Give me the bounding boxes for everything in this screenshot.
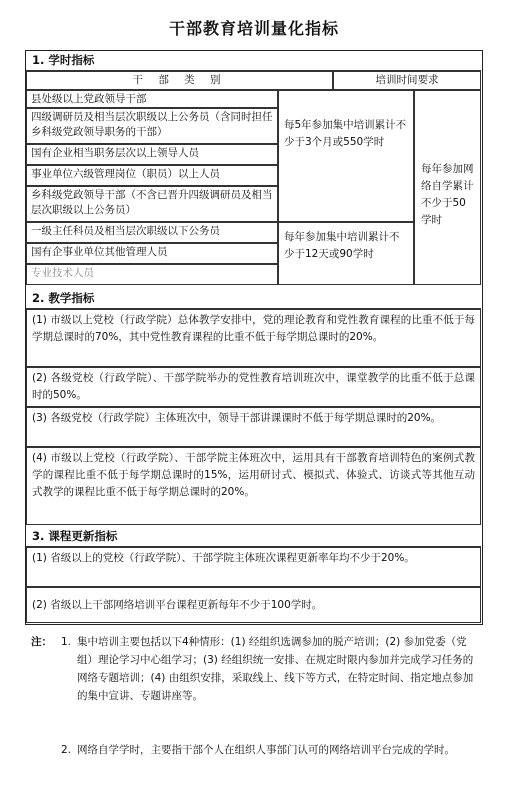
teaching-item: (1) 市级以上党校（行政学院）总体教学安排中，党的理论教育和党性教育课程的比重不低于每学期总课时的70%，其中党性教育课程的比重不低于每学期总课时的20%。 (26, 309, 481, 367)
note-number: 1. (61, 636, 72, 648)
column-header-requirement: 培训时间要求 (333, 71, 481, 90)
teaching-item: (3) 各级党校（行政学院）主体班次中，领导干部讲课课时不低于每学期总课时的20%。 (26, 407, 481, 447)
category-row: 县处级以上党政领导干部 (26, 90, 278, 108)
note-text: 网络自学学时，主要指干部个人在组织人事部门认可的网络培训平台完成的学时。 (77, 744, 455, 756)
notes-label: 注： (31, 636, 52, 648)
indicator-table (25, 50, 483, 625)
note-number: 2. (61, 744, 72, 756)
requirement-group-2: 每年参加集中培训累计不少于12天或90学时 (278, 222, 414, 285)
page-title: 干部教育培训量化指标 (168, 19, 339, 38)
category-row: 国有企业相当职务层次以上领导人员 (26, 144, 278, 165)
section3-heading: 3. 课程更新指标 (26, 527, 481, 547)
note-item (61, 741, 477, 759)
category-row: 事业单位六级管理岗位（职员）以上人员 (26, 165, 278, 186)
section2-heading: 2. 教学指标 (26, 289, 481, 309)
requirement-group-1: 每5年参加集中培训累计不少于3个月或550学时 (278, 90, 414, 222)
category-row: 乡科级党政领导干部（不含已晋升四级调研员及相当层次职级以上公务员） (26, 186, 278, 222)
category-row: 专业技术人员 (26, 264, 278, 285)
course-update-item: (1) 省级以上的党校（行政学院）、干部学院主体班次课程更新率年均不少于20%。 (26, 547, 481, 587)
course-update-item: (2) 省级以上干部网络培训平台课程更新每年不少于100学时。 (26, 587, 481, 623)
requirement-online: 每年参加网络自学累计不少于50学时 (414, 90, 481, 285)
category-row: 四级调研员及相当层次职级以上公务员（含同时担任乡科级党政领导职务的干部） (26, 108, 278, 144)
teaching-item: (4) 市级以上党校（行政学院）、干部学院主体班次中，运用具有干部教育培训特色的案例式教学的课程比重不低于每学期总课时的15%，运用研讨式、模拟式、体验式、访谈式等其他互动式教学的课程比重不低于每学期总课时的20%。 (26, 447, 481, 525)
category-row: 一级主任科员及相当层次职级以下公务员 (26, 222, 278, 243)
note-text: 集中培训主要包括以下4种情形：(1) 经组织选调参加的脱产培训；(2) 参加党委（党组）理论学习中心组学习；(3) 经组织统一安排、在规定时限内参加并完成学习任务的网络专题培训；(4) 由组织安排，采取线上、线下等方式，在特定时间、指定地点参加的集中宣讲、专题讲座等。 (77, 636, 474, 702)
teaching-item: (2) 各级党校（行政学院）、干部学院举办的党性教育培训班次中，课堂教学的比重不低于总课时的50%。 (26, 367, 481, 407)
note-item (61, 633, 477, 705)
section1-heading: 1. 学时指标 (26, 51, 481, 71)
column-header-category: 干 部 类 别 (26, 71, 333, 90)
category-row: 国有企事业单位其他管理人员 (26, 243, 278, 264)
